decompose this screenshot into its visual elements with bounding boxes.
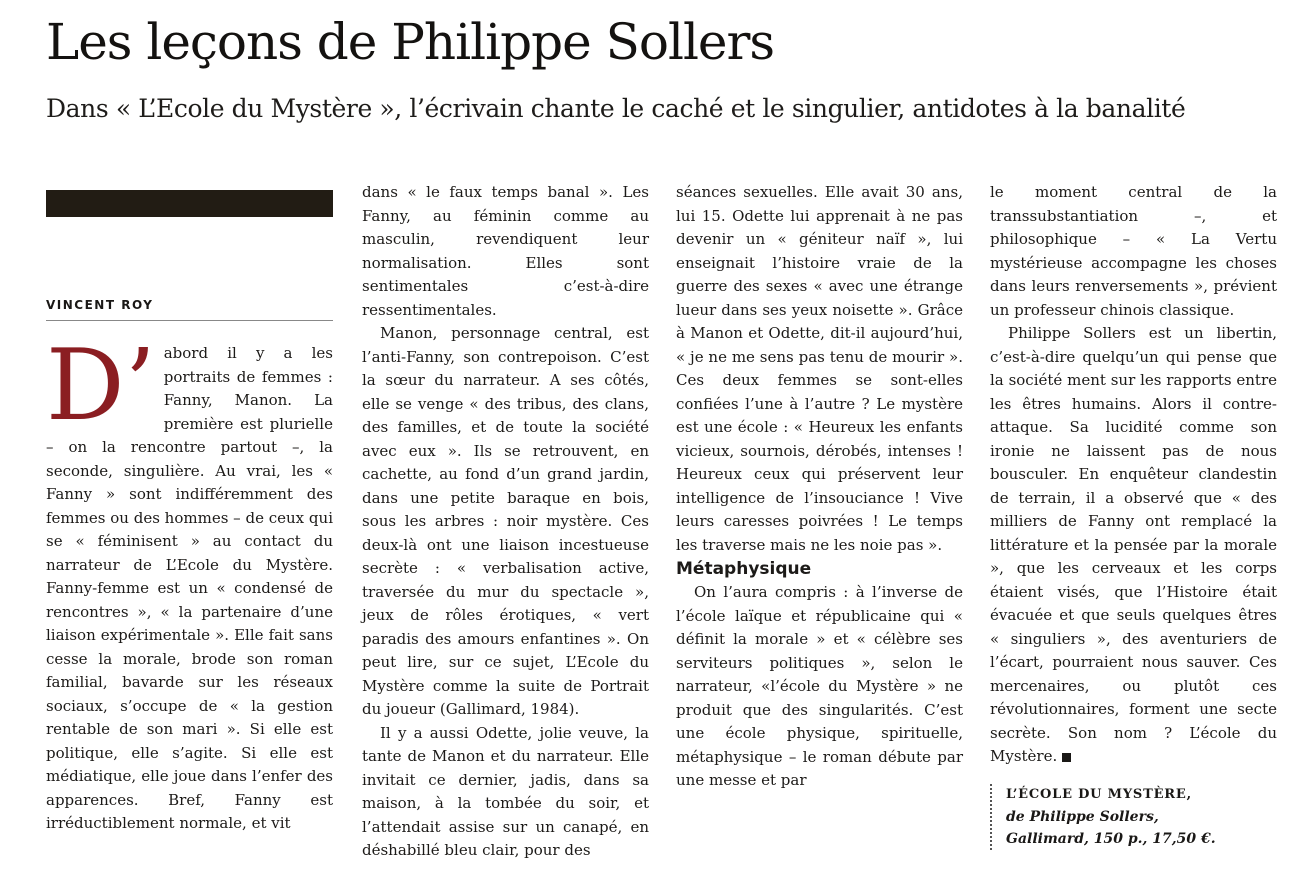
book-publisher: Gallimard, 150 p., 17,50 €. <box>1006 831 1216 847</box>
article-title: Les leçons de Philippe Sollers <box>46 13 775 71</box>
byline-divider <box>46 320 333 321</box>
book-author: de Philippe Sollers, <box>1006 809 1159 825</box>
author-byline: VINCENT ROY <box>46 298 154 312</box>
paragraph-text: abord il y a les portraits de femmes : Fanny, Manon. La première est plurielle – on la rencontre partout –, la seconde, singulière. Au vrai, les « Fanny » sont indifféremment des femmes ou des hommes – de ceux qui se « féminisent » au contact du narrateur de L’Ecole du Mystère. Fanny-femme est un « condensé de rencontres », « la partenaire d’une liaison expérimentale ». Elle fait sans cesse la morale, brode son roman familial, bavarde sur les réseaux sociaux, s’occupe de « la gestion rentable de son mari ». Si elle est politique, elle s’agite. Si elle est médiatique, elle joue dans l’enfer des apparences. Bref, Fanny est irréductiblement normale, et vit <box>46 344 333 832</box>
paragraph: dans « le faux temps banal ». Les Fanny, au féminin comme au masculin, revendiquent leur normalisation. Elles sont sentimentales c’est-à-dire ressentimentales. <box>362 183 649 319</box>
section-heading: Métaphysique <box>676 559 812 579</box>
article-column-1 <box>46 329 333 852</box>
article-subtitle: Dans « L’Ecole du Mystère », l’écrivain chante le caché et le singulier, antidotes à la banalité <box>46 94 1186 123</box>
paragraph: Manon, personnage central, est l’anti-Fanny, son contrepoison. C’est la sœur du narrateur. A ses côtés, elle se venge « des tribus, des clans, des familles, et de toute la société avec eux ». Ils se retrouvent, en cachette, au fond d’un grand jardin, dans une petite baraque en bois, sous les arbres : noir mystère. Ces deux-là ont une liaison incestueuse secrète : « verbalisation active, traversée du mur du spectacle », jeux de rôles érotiques, « vert paradis des amours enfantines ». On peut lire, sur ce sujet, L’Ecole du Mystère comme la suite de Portrait du joueur (Gallimard, 1984). <box>362 324 649 718</box>
book-info-box <box>990 784 1278 850</box>
paragraph <box>46 329 333 836</box>
drop-cap: D’ <box>46 329 156 443</box>
article-column-4 <box>990 181 1277 765</box>
article-column-3 <box>676 181 963 851</box>
book-title: L’ÉCOLE DU MYSTÈRE, <box>1006 787 1192 802</box>
paragraph: Il y a aussi Odette, jolie veuve, la tante de Manon et du narrateur. Elle invitait ce dernier, jadis, dans sa maison, à la tombée du soir, et l’attendait assise sur un canapé, en déshabillé bleu clair, pour des <box>362 723 649 859</box>
paragraph: séances sexuelles. Elle avait 30 ans, lui 15. Odette lui apprenait à ne pas devenir un « géniteur naïf », lui enseignait l’histoire vraie de la guerre des sexes « avec une étrange lueur dans ses yeux noisette ». Grâce à Manon et Odette, dit-il aujourd’hui, « je ne me sens pas tenu de mourir ». Ces deux femmes se sont-elles confiées l’une à l’autre ? Le mystère est une école : « Heureux les enfants vicieux, sournois, dérobés, intenses ! Heureux ceux qui préservent leur intelligence de l’insouciance ! Vive leurs caresses poivrées ! Le temps les traverse mais ne les noie pas ». <box>676 183 963 554</box>
article-column-2 <box>362 181 649 859</box>
decorative-bar <box>46 190 333 217</box>
paragraph: le moment central de la transsubstantiation –, et philosophique – « La Vertu mystérieuse accompagne les choses dans leurs renversements », prévient un professeur chinois classique. <box>990 183 1277 319</box>
paragraph <box>990 322 1277 769</box>
paragraph-text: Philippe Sollers est un libertin, c’est-à-dire quelqu’un qui pense que la société ment sur les rapports entre les êtres humains. Alors il contre-attaque. Sa lucidité comme son ironie ne laissent pas de nous bousculer. En enquêteur clandestin de terrain, il a observé que « des milliers de Fanny ont remplacé la littérature et la pensée par la morale », que les cerveaux et les corps étaient visés, que l’Histoire était évacuée et que seuls quelques êtres « singuliers », des aventuriers de l’écart, pourraient nous sauver. Ces mercenaires, ou plutôt ces révolutionnaires, forment une secte secrète. Son nom ? L’école du Mystère. <box>990 324 1277 765</box>
paragraph: On l’aura compris : à l’inverse de l’école laïque et républicaine qui « définit la morale » et « célèbre ses serviteurs politiques », selon le narrateur, «l’école du Mystère » ne produit que des singularités. C’est une école physique, spirituelle, métaphysique – le roman débute par une messe et par <box>676 583 963 789</box>
end-mark-icon <box>1062 753 1071 762</box>
